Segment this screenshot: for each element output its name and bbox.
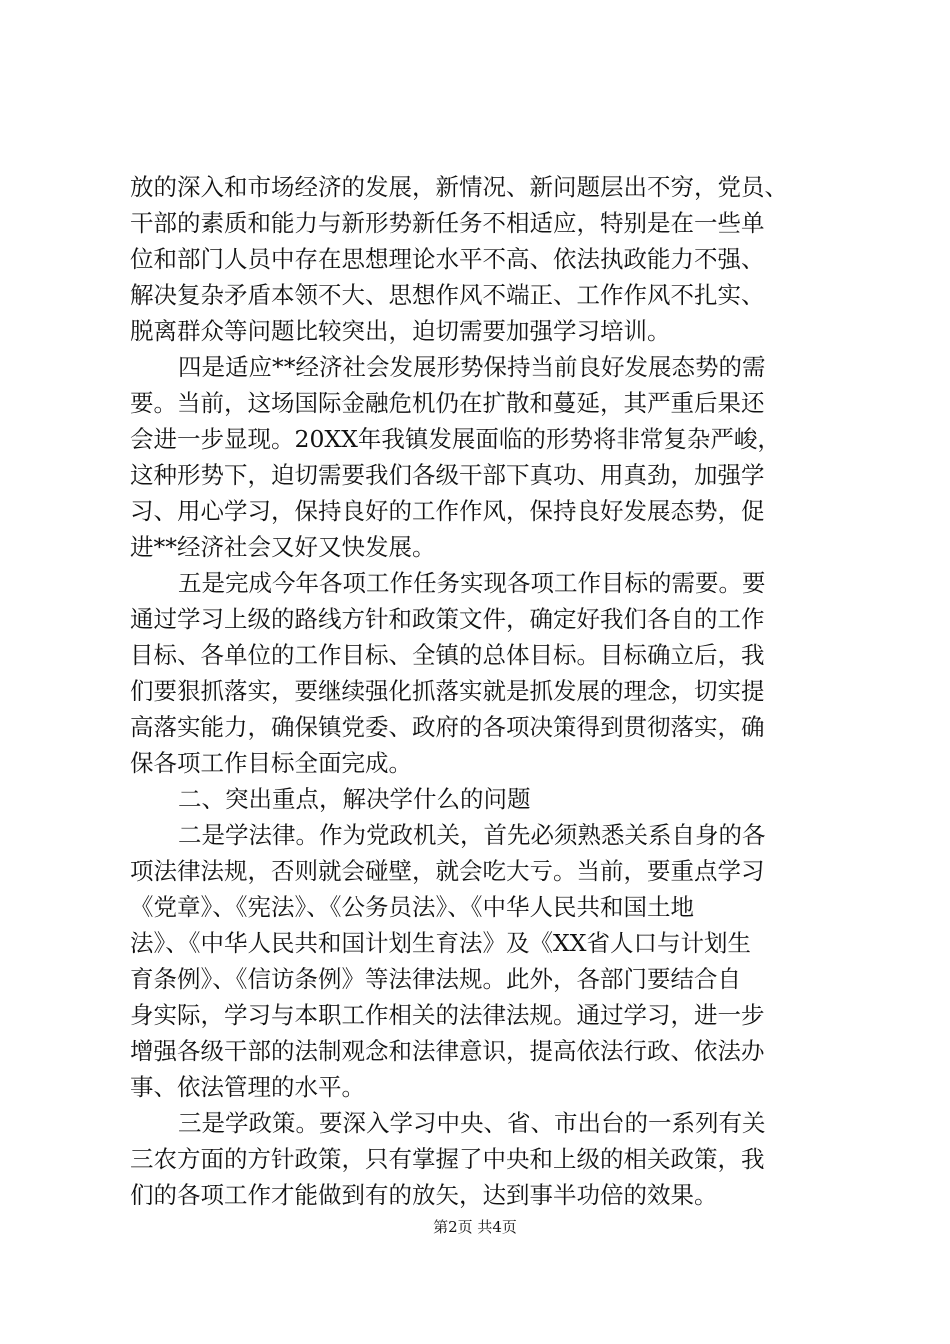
text-line: 高落实能力，确保镇党委、政府的各项决策得到贯彻落实，确 xyxy=(130,713,765,741)
text-line: 保各项工作目标全面完成。 xyxy=(130,749,412,777)
text-line: 《党章》、《宪法》、《公务员法》、《中华人民共和国土地 xyxy=(130,893,694,921)
section-heading: 二、突出重点，解决学什么的问题 xyxy=(178,785,531,813)
text-line: 事、依法管理的水平。 xyxy=(130,1073,365,1101)
text-line: 干部的素质和能力与新形势新任务不相适应，特别是在一些单 xyxy=(130,209,765,237)
text-line: 放的深入和市场经济的发展，新情况、新问题层出不穷，党员、 xyxy=(130,173,788,201)
text-line: 脱离群众等问题比较突出，迫切需要加强学习培训。 xyxy=(130,317,671,345)
paragraph-start-line: 五是完成今年各项工作任务实现各项工作目标的需要。要 xyxy=(178,569,766,597)
paragraph-start-line: 三是学政策。要深入学习中央、省、市出台的一系列有关 xyxy=(178,1109,766,1137)
text-line: 身实际，学习与本职工作相关的法律法规。通过学习，进一步 xyxy=(130,1001,765,1029)
paragraph-start-line: 四是适应**经济社会发展形势保持当前良好发展态势的需 xyxy=(178,353,766,381)
text-line: 育条例》、《信访条例》等法律法规。此外，各部门要结合自 xyxy=(130,965,741,993)
text-line: 们的各项工作才能做到有的放矢，达到事半功倍的效果。 xyxy=(130,1181,718,1209)
text-line: 进**经济社会又好又快发展。 xyxy=(130,533,436,561)
text-line: 会进一步显现。20XX年我镇发展面临的形势将非常复杂严峻， xyxy=(130,425,781,453)
text-line: 习、用心学习，保持良好的工作作风，保持良好发展态势，促 xyxy=(130,497,765,525)
text-line: 项法律法规，否则就会碰壁，就会吃大亏。当前，要重点学习 xyxy=(130,857,765,885)
text-line: 法》、《中华人民共和国计划生育法》及《XX省人口与计划生 xyxy=(130,929,751,957)
text-line: 增强各级干部的法制观念和法律意识，提高依法行政、依法办 xyxy=(130,1037,765,1065)
text-line: 通过学习上级的路线方针和政策文件，确定好我们各自的工作 xyxy=(130,605,765,633)
text-line: 三农方面的方针政策，只有掌握了中央和上级的相关政策，我 xyxy=(130,1145,765,1173)
text-line: 要。当前，这场国际金融危机仍在扩散和蔓延，其严重后果还 xyxy=(130,389,765,417)
text-line: 们要狠抓落实，要继续强化抓落实就是抓发展的理念，切实提 xyxy=(130,677,765,705)
text-line: 解决复杂矛盾本领不大、思想作风不端正、工作作风不扎实、 xyxy=(130,281,765,309)
paragraph-start-line: 二是学法律。作为党政机关，首先必须熟悉关系自身的各 xyxy=(178,821,766,849)
page-number-footer: 第2页 共4页 xyxy=(433,1218,517,1236)
text-line: 这种形势下，迫切需要我们各级干部下真功、用真劲，加强学 xyxy=(130,461,765,489)
text-line: 目标、各单位的工作目标、全镇的总体目标。目标确立后，我 xyxy=(130,641,765,669)
text-line: 位和部门人员中存在思想理论水平不高、依法执政能力不强、 xyxy=(130,245,765,273)
